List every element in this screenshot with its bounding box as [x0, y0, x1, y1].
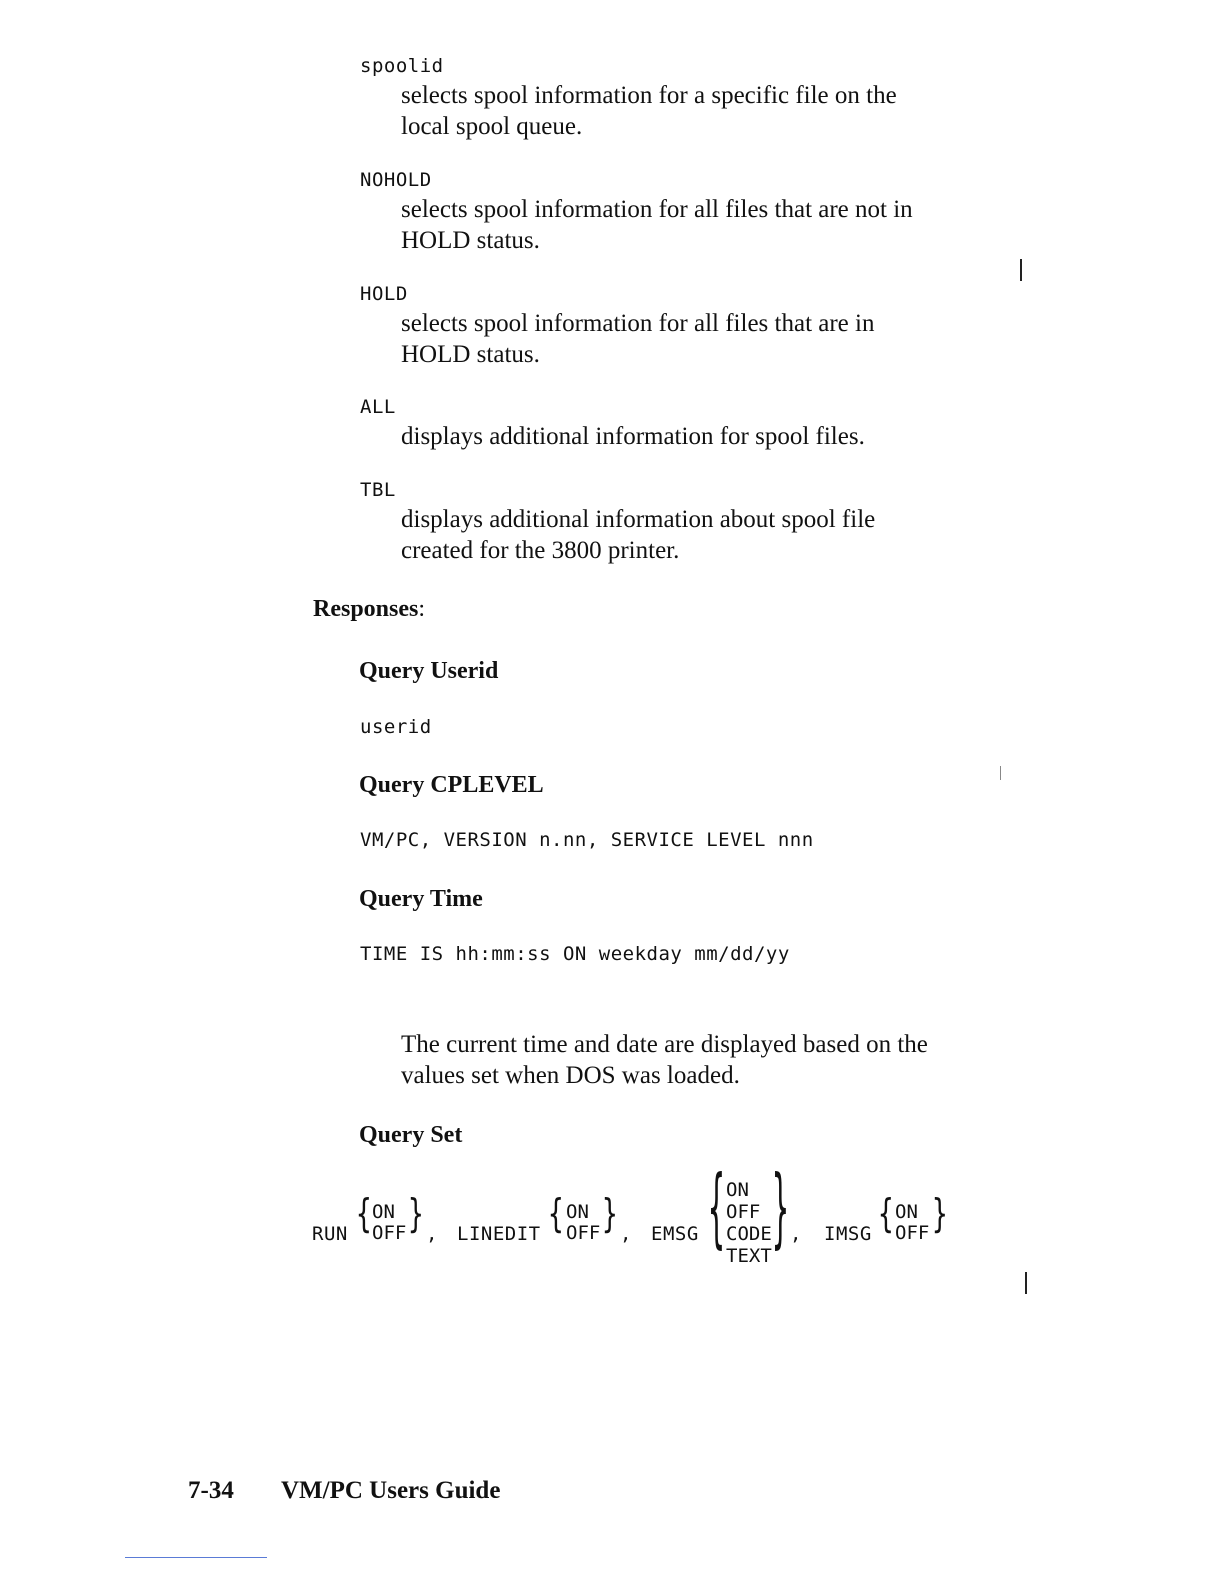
separator-comma: , — [620, 1223, 632, 1245]
query-userid-heading: Query Userid — [359, 658, 499, 684]
right-brace-icon: } — [772, 1156, 789, 1259]
right-brace-icon: } — [932, 1192, 948, 1238]
operand-term: TBL — [360, 479, 396, 501]
responses-heading-colon: : — [418, 596, 426, 622]
responses-heading-text: Responses — [313, 596, 419, 622]
query-time-note-line: values set when DOS was loaded. — [401, 1062, 740, 1089]
query-time-response: TIME IS hh:mm:ss ON weekday mm/dd/yy — [360, 943, 790, 965]
operand-term: HOLD — [360, 283, 408, 305]
left-brace-icon: { — [708, 1156, 725, 1259]
left-brace-icon: { — [548, 1192, 564, 1238]
operand-description-line: displays additional information for spool files. — [401, 423, 865, 450]
separator-comma: , — [426, 1223, 438, 1245]
query-cplevel-heading: Query CPLEVEL — [359, 772, 544, 798]
run-option-on: ON — [372, 1201, 395, 1223]
operand-description-line: selects spool information for a specific file on the — [401, 82, 897, 109]
imsg-label: IMSG — [824, 1223, 872, 1245]
operand-description-line: created for the 3800 printer. — [401, 537, 680, 564]
revision-bar — [1020, 259, 1022, 281]
query-time-heading: Query Time — [359, 886, 483, 912]
revision-bar — [1025, 1272, 1027, 1294]
imsg-option-on: ON — [895, 1201, 918, 1223]
operand-term: spoolid — [360, 55, 444, 77]
operand-description-line: HOLD status. — [401, 227, 540, 254]
operand-term: ALL — [360, 396, 396, 418]
linedit-option-on: ON — [566, 1201, 589, 1223]
footer-divider — [125, 1557, 267, 1558]
emsg-option-off: OFF — [726, 1201, 761, 1223]
emsg-label: EMSG — [651, 1223, 699, 1245]
emsg-option-code: CODE — [726, 1223, 772, 1245]
emsg-option-text: TEXT — [726, 1245, 772, 1267]
operand-term: NOHOLD — [360, 169, 432, 191]
operand-description-line: local spool queue. — [401, 113, 583, 140]
operand-description-line: HOLD status. — [401, 341, 540, 368]
imsg-option-off: OFF — [895, 1222, 930, 1244]
query-set-heading: Query Set — [359, 1122, 463, 1148]
query-cplevel-response: VM/PC, VERSION n.nn, SERVICE LEVEL nnn — [360, 829, 814, 851]
left-brace-icon: { — [878, 1192, 894, 1238]
operand-description-line: selects spool information for all files that are not in — [401, 196, 913, 223]
run-option-off: OFF — [372, 1222, 407, 1244]
run-label: RUN — [312, 1223, 348, 1245]
operand-description-line: selects spool information for all files that are in — [401, 310, 875, 337]
operand-description-line: displays additional information about spool file — [401, 506, 876, 533]
query-time-note-line: The current time and date are displayed based on the — [401, 1031, 928, 1058]
revision-bar — [1000, 766, 1001, 780]
emsg-option-on: ON — [726, 1179, 749, 1201]
left-brace-icon: { — [356, 1192, 372, 1238]
footer-title: VM/PC Users Guide — [281, 1477, 501, 1504]
linedit-option-off: OFF — [566, 1222, 601, 1244]
separator-comma: , — [790, 1223, 802, 1245]
right-brace-icon: } — [602, 1192, 618, 1238]
right-brace-icon: } — [408, 1192, 424, 1238]
footer-page-number: 7-34 — [188, 1477, 234, 1504]
responses-heading — [313, 596, 425, 623]
query-userid-response: userid — [360, 716, 432, 738]
linedit-label: LINEDIT — [457, 1223, 541, 1245]
